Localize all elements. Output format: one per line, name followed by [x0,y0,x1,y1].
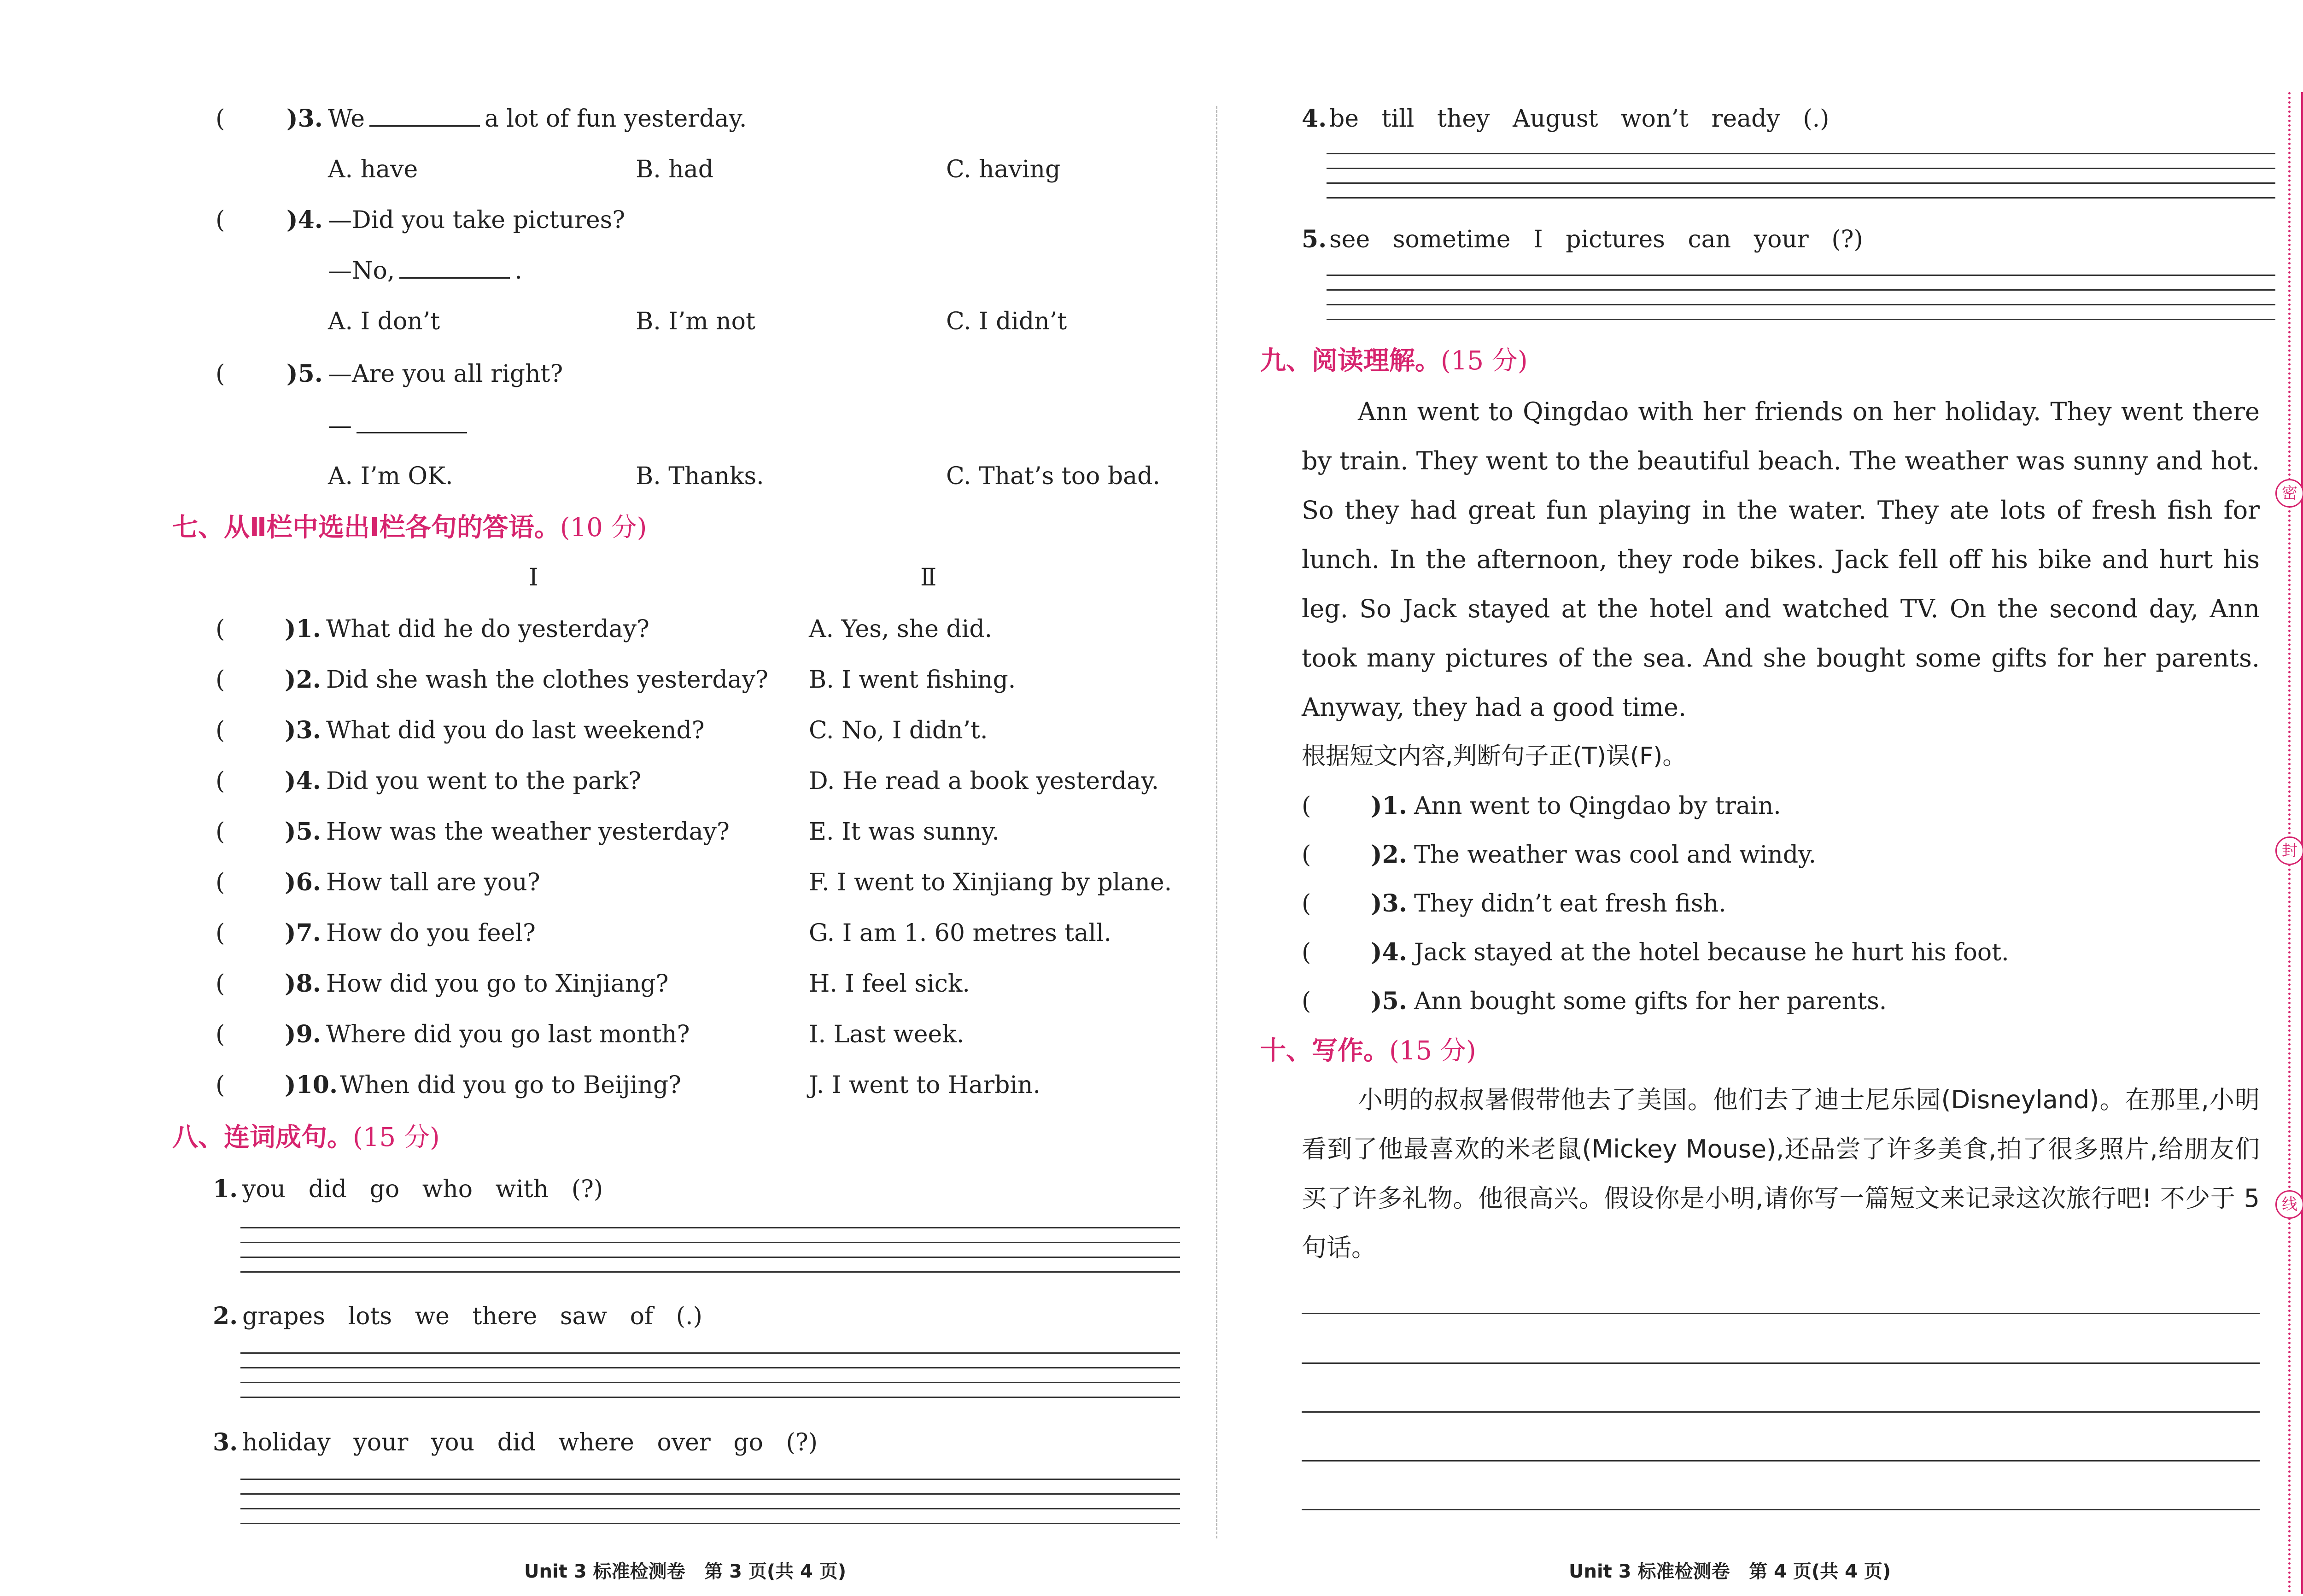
match-answer: F. I went to Xinjiang by plane. [809,869,1172,896]
match-question: How was the weather yesterday? [326,818,730,846]
match-question: Where did you go last month? [326,1021,690,1048]
paren-open: ( [216,360,225,388]
question-number: )4. [286,206,323,234]
question-number: 5. [1302,225,1327,253]
reading-passage: Ann went to Qingdao with her friends on her holiday. They went there by train. They went to the beautiful beach. The weather was sunny and hot. So they had great fun playing in the water. They ate lots of fresh fish for lunch. In the afternoon, they rode bikes. Jack fell off his bike and hurt his leg. So Jack stayed at the hotel and watched TV. On the second day, Ann took many pictures of the sea. And she bought some gifts for her parents. Anyway, they had a good time. [1302,397,2260,722]
question-number: )5. [1371,987,1407,1015]
question-number: )4. [285,767,321,795]
tf-statement: They didn’t eat fresh fish. [1414,890,1726,918]
question-number: )1. [1371,792,1407,820]
match-question: What did you do last weekend? [326,717,705,744]
match-answer: D. He read a book yesterday. [809,767,1159,795]
tf-statement: Jack stayed at the hotel because he hurt his foot. [1414,939,2009,966]
page-divider [1216,106,1217,1538]
writing-prompt: 小明的叔叔暑假带他去了美国。他们去了迪士尼乐园(Disneyland)。在那里,小明看到了他最喜欢的米老鼠(Mickey Mouse),还品尝了许多美食,拍了很多照片,给朋友们买了许多礼物。他很高兴。假设你是小明,请你写一篇短文来记录这次旅行吧! 不少于 5 句话。 [1302,1085,2260,1262]
option-a: A. have [328,156,418,183]
match-question: How tall are you? [326,869,540,896]
page-footer: Unit 3 标准检测卷 第 3 页(共 4 页) [524,1561,847,1582]
match-question: Did she wash the clothes yesterday? [326,666,768,694]
match-answer: C. No, I didn’t. [809,717,988,744]
word-list: you did go who with (?) [242,1175,603,1203]
question-text: —Are you all right? [328,360,563,388]
word-list: be till they August won’t ready (.) [1329,105,1830,133]
question-number: )10. [285,1071,338,1099]
question-number: 3. [213,1428,238,1456]
match-answer: G. I am 1. 60 metres tall. [809,919,1112,947]
question-number: )6. [285,868,321,896]
question-number: )3. [1371,889,1407,918]
match-answer: B. I went fishing. [809,666,1016,694]
tf-statement: The weather was cool and windy. [1414,841,1817,869]
tf-statement: Ann went to Qingdao by train. [1414,792,1781,820]
option-b: B. had [636,156,714,183]
match-question: How do you feel? [326,919,536,947]
question-number: )4. [1371,938,1407,966]
answer-line: — [328,414,472,438]
seal-mark: 密 [2275,479,2303,508]
match-question: Did you went to the park? [326,767,641,795]
reading-instruction: 根据短文内容,判断句子正(T)误(F)。 [1302,742,1687,770]
answer-blank[interactable] [399,259,510,279]
option-a: A. I’m OK. [328,462,453,490]
question-text: —Did you take pictures? [328,206,625,234]
option-a: A. I don’t [328,308,440,335]
seal-mark: 封 [2275,836,2303,865]
question-text: We a lot of fun yesterday. [328,105,747,133]
question-number: )2. [1371,841,1407,869]
option-b: B. I’m not [636,308,755,335]
option-b: B. Thanks. [636,462,764,490]
question-number: 2. [213,1302,238,1330]
column-1-header: Ⅰ [529,564,538,591]
answer-blank[interactable] [369,107,480,127]
question-number: )2. [285,666,321,694]
question-number: 4. [1302,105,1327,133]
question-number: )7. [285,919,321,947]
match-question: How did you go to Xinjiang? [326,970,669,998]
page-footer: Unit 3 标准检测卷 第 4 页(共 4 页) [1569,1561,1891,1582]
answer-blank[interactable] [357,414,467,433]
paren-open: ( [216,105,225,133]
section-7-heading: 七、从Ⅱ栏中选出Ⅰ栏各句的答语。(10 分) [172,513,647,543]
match-question: When did you go to Beijing? [340,1071,682,1099]
option-c: C. I didn’t [946,308,1067,335]
question-number: )3. [286,105,323,133]
tf-statement: Ann bought some gifts for her parents. [1414,988,1887,1015]
column-2-header: Ⅱ [920,564,937,591]
section-10-heading: 十、写作。(15 分) [1260,1036,1476,1066]
match-answer: A. Yes, she did. [809,615,993,643]
word-list: grapes lots we there saw of (.) [242,1303,702,1330]
word-list: see sometime I pictures can your (?) [1329,226,1863,253]
question-number: )5. [285,818,321,846]
option-c: C. That’s too bad. [946,462,1160,490]
section-9-heading: 九、阅读理解。(15 分) [1260,346,1528,376]
question-number: 1. [213,1175,238,1203]
option-c: C. having [946,156,1061,183]
question-number: )3. [285,716,321,744]
match-answer: E. It was sunny. [809,818,1000,846]
question-number: )5. [286,360,323,388]
question-number: )1. [285,615,321,643]
match-answer: I. Last week. [809,1021,964,1048]
question-number: )8. [285,970,321,998]
section-8-heading: 八、连词成句。(15 分) [172,1122,440,1152]
match-answer: J. I went to Harbin. [809,1071,1041,1099]
answer-line: —No, . [328,257,522,285]
seal-mark: 线 [2275,1190,2303,1219]
word-list: holiday your you did where over go (?) [242,1429,818,1456]
paren-open: ( [216,206,225,234]
match-answer: H. I feel sick. [809,970,970,998]
match-question: What did he do yesterday? [326,615,649,643]
question-number: )9. [285,1020,321,1048]
